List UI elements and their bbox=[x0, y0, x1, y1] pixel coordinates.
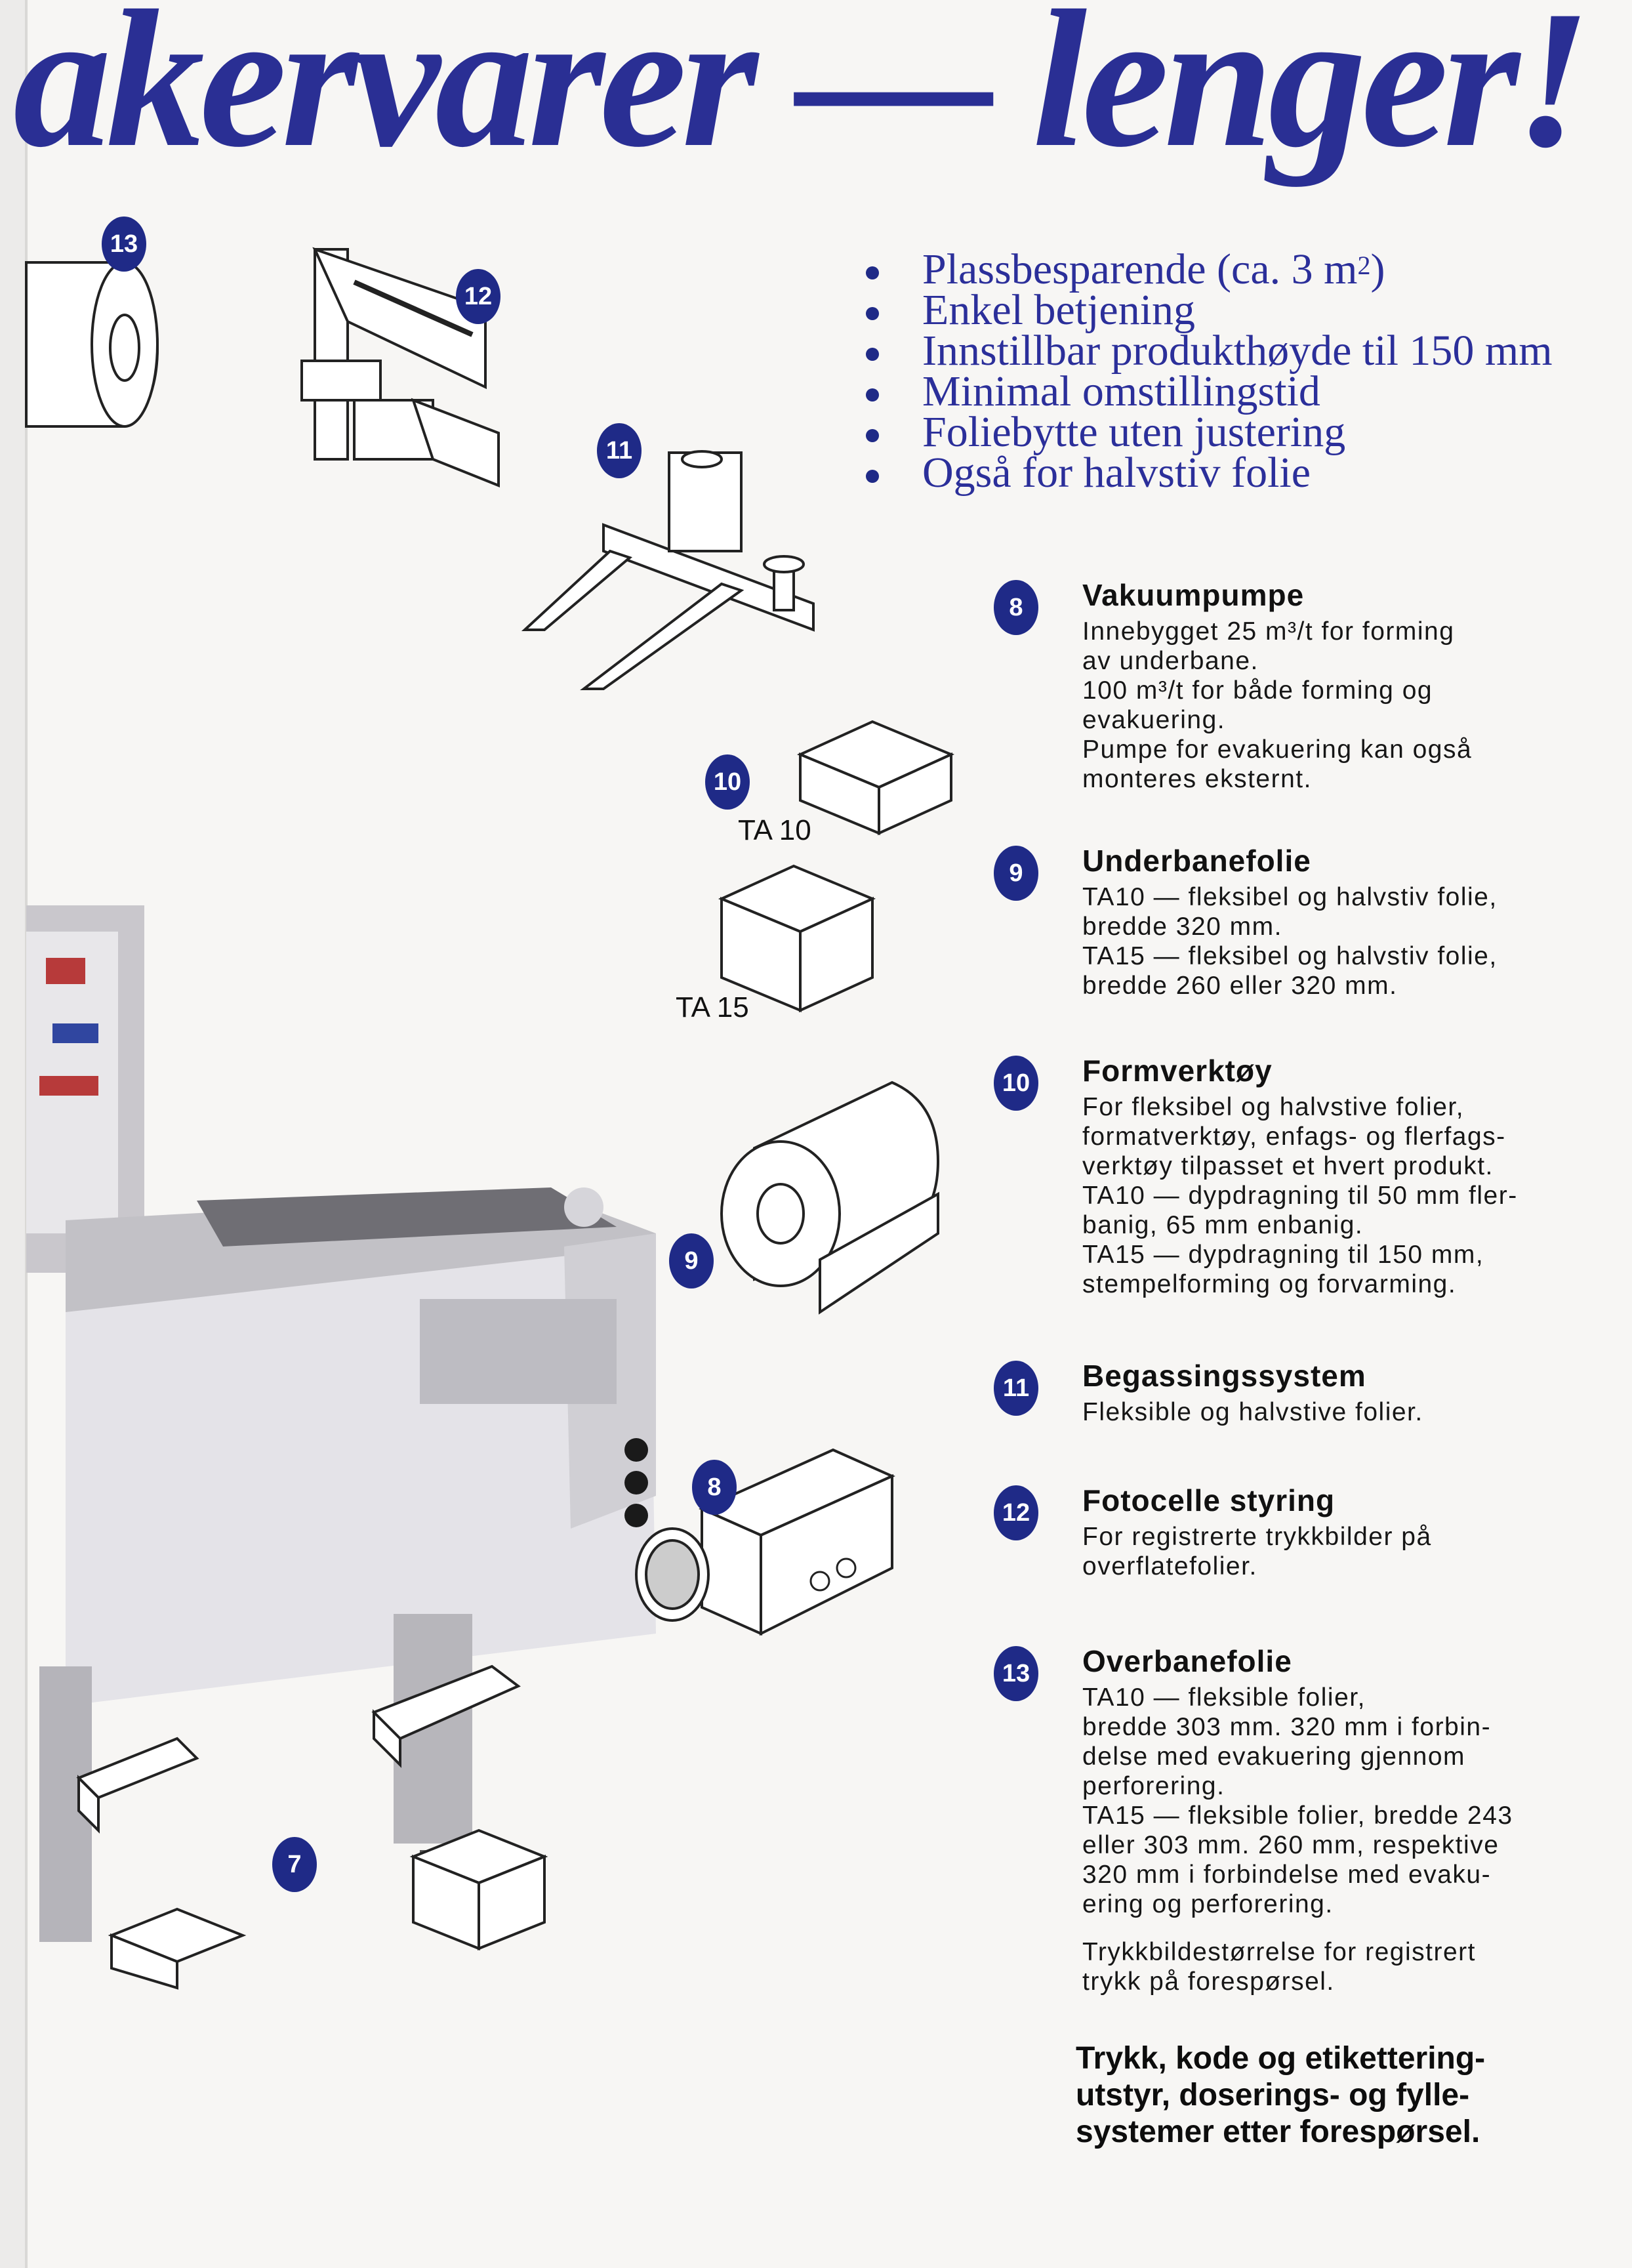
feature-badge: 10 bbox=[994, 1056, 1038, 1111]
print-size-note: Trykkbildestørrelse for registrert trykk på forespørsel. bbox=[1082, 1938, 1476, 1996]
feature-underbanefolie bbox=[994, 843, 1584, 1000]
feature-title: Underbanefolie bbox=[1082, 844, 1311, 878]
feature-badge: 9 bbox=[994, 846, 1038, 901]
feature-begassingssystem bbox=[994, 1358, 1584, 1427]
feature-title: Formverktøy bbox=[1082, 1054, 1273, 1088]
feature-bullet-list bbox=[866, 245, 1553, 497]
feature-text: For registrerte trykkbilder på overflatefolier. bbox=[1082, 1523, 1432, 1580]
feature-title: Overbanefolie bbox=[1082, 1644, 1292, 1678]
badge-10: 10 bbox=[705, 754, 750, 810]
feature-text: Fleksible og halvstive folier. bbox=[1082, 1398, 1423, 1426]
feature-badge: 11 bbox=[994, 1361, 1038, 1416]
badge-8: 8 bbox=[692, 1460, 737, 1515]
page-title: akervarer — lenger! bbox=[13, 0, 1586, 188]
badge-11: 11 bbox=[597, 423, 642, 478]
closing-statement: Trykk, kode og etikettering- utstyr, doserings- og fylle- systemer etter forespørsel. bbox=[1076, 2041, 1486, 2149]
overbanefolie-illustration bbox=[26, 249, 184, 446]
feature-badge: 8 bbox=[994, 580, 1038, 635]
bullet-item: Enkel betjening bbox=[866, 290, 1553, 331]
feature-badge: 13 bbox=[994, 1646, 1038, 1701]
feature-text: TA10 — fleksibel og halvstiv folie, bredde 320 mm. TA15 — fleksibel og halvstiv folie, bredde 260 eller 320 mm. bbox=[1082, 883, 1498, 1000]
feature-formverktoy bbox=[994, 1053, 1584, 1299]
feature-overbanefolie bbox=[994, 1643, 1584, 1996]
bullet-item: Også for halvstiv folie bbox=[866, 453, 1553, 493]
feature-text: For fleksibel og halvstive folier, formatverktøy, enfags- og flerfags- verktøy tilpasset et hvert produkt. TA10 — dypdragning til 50 mm fler- banig, 65 mm enbanig. TA15 — dypdragning til 150 mm, stempelforming og forvarming. bbox=[1082, 1093, 1518, 1298]
feature-text: TA10 — fleksible folier, bredde 303 mm. 320 mm i forbin- delse med evakuering gjennom perforering. TA15 — fleksible folier, bredde 243 eller 303 mm. 260 mm, respektive 320 mm i forbindelse med evaku- ering og perforering. bbox=[1082, 1683, 1513, 1918]
feature-text: Innebygget 25 m³/t for forming av underbane. 100 m³/t for både forming og evakuering. Pumpe for evakuering kan også monteres eksternt. bbox=[1082, 617, 1473, 793]
begassing-illustration bbox=[512, 433, 833, 695]
bullet-item: Innstillbar produkthøyde til 150 mm bbox=[866, 331, 1553, 371]
vakuumpumpe-illustration bbox=[636, 1437, 899, 1653]
underbanefolie-illustration bbox=[715, 1063, 977, 1319]
feature-title: Begassingssystem bbox=[1082, 1359, 1366, 1393]
badge-9: 9 bbox=[669, 1233, 714, 1289]
bullet-item: Foliebytte uten justering bbox=[866, 412, 1553, 453]
feature-fotocelle-styring bbox=[994, 1483, 1584, 1581]
badge-12: 12 bbox=[456, 269, 500, 324]
feature-title: Vakuumpumpe bbox=[1082, 578, 1305, 612]
page-edge bbox=[0, 0, 28, 2268]
bullet-item: Minimal omstillingstid bbox=[866, 371, 1553, 412]
feature-badge: 12 bbox=[994, 1485, 1038, 1540]
feature-title: Fotocelle styring bbox=[1082, 1483, 1336, 1517]
bullet-item: Plassbesparende (ca. 3 $m^2$) bbox=[866, 249, 1553, 290]
label-ta15: TA 15 bbox=[676, 991, 749, 1023]
feature-vakuumpumpe bbox=[994, 577, 1584, 794]
forseglingsverktoy-illustration bbox=[72, 1660, 571, 1988]
badge-13: 13 bbox=[102, 216, 146, 272]
formverktoy-illustration bbox=[676, 709, 964, 1037]
badge-7: 7 bbox=[272, 1837, 317, 1892]
label-ta10: TA 10 bbox=[738, 814, 811, 846]
